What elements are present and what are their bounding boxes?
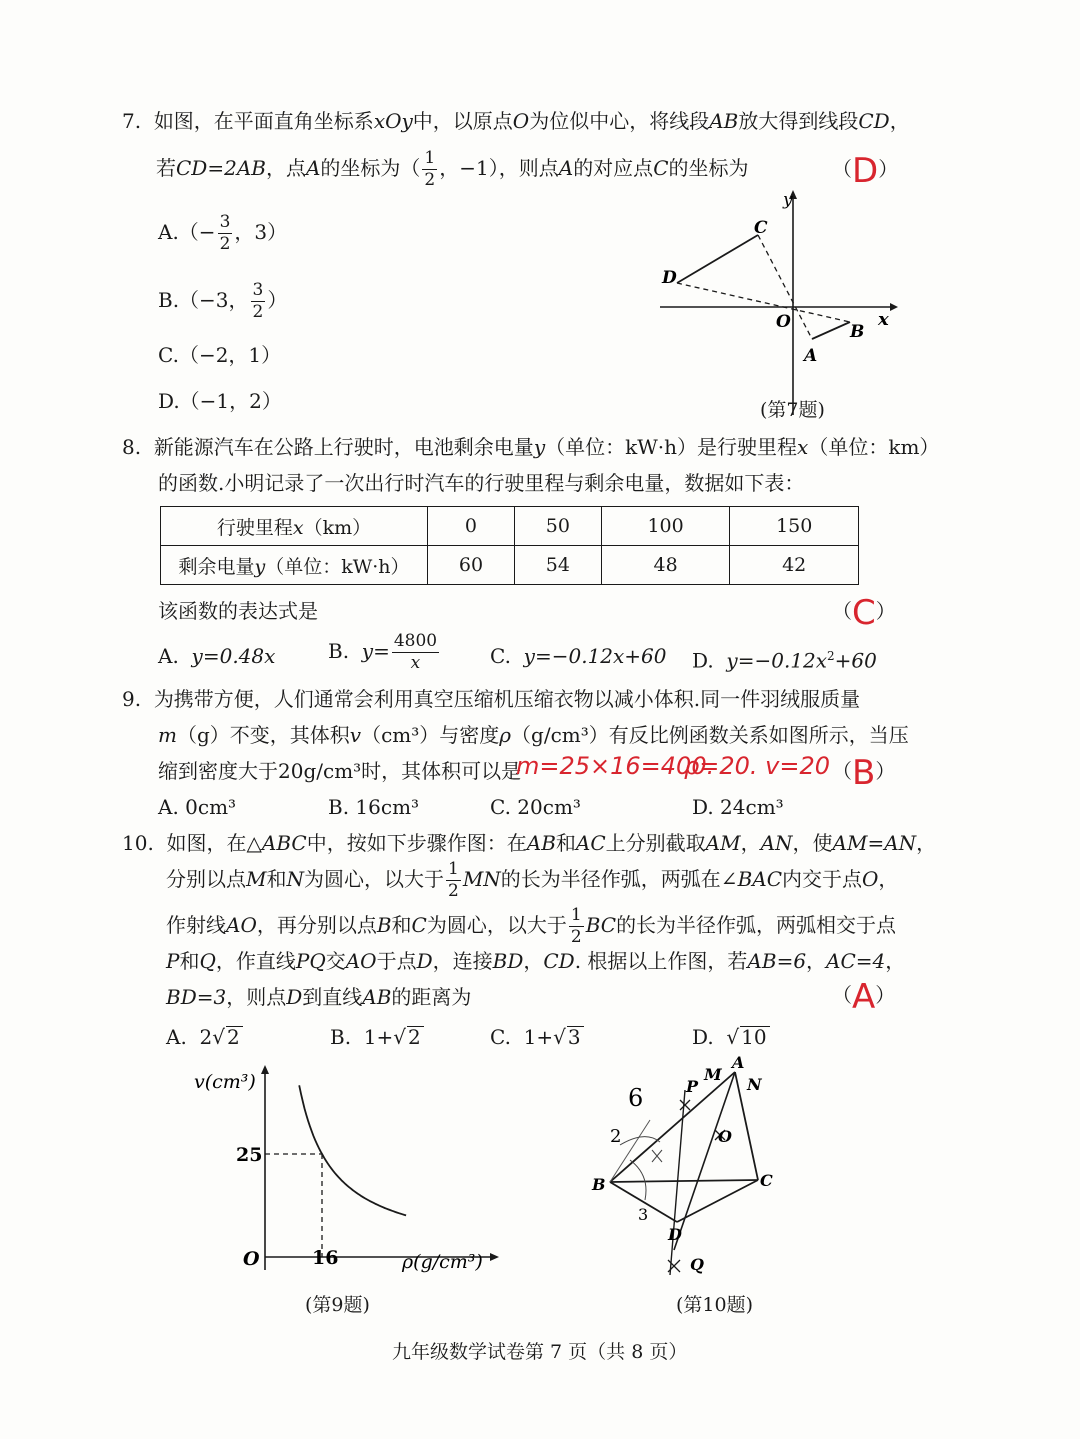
page-footer: 九年级数学试卷第 7 页（共 8 页） (392, 1341, 688, 1363)
table-row (161, 507, 859, 546)
q10-label-p: P (686, 1077, 699, 1096)
q10-label-q: Q (690, 1255, 704, 1274)
table-cell: 48 (601, 546, 730, 585)
q7-option-b: B.（−3， $\frac{3}{2}$ ） (158, 280, 288, 322)
table-cell: 60 (428, 546, 515, 585)
q9-option-b: B. 16cm³ (328, 795, 420, 819)
q7-x-arrow (890, 303, 898, 311)
q10-line1: 10. 如图，在△ABC中，按如下步骤作图：在AB和AC上分别截取AM，AN，使AM=AN， (122, 831, 937, 855)
q9-inverse-curve (299, 1085, 406, 1215)
q9-graph (190, 1060, 510, 1290)
q7-answer-paren: （D） (832, 151, 899, 191)
q9-x-arrow (490, 1253, 499, 1261)
q10-label-c: C (760, 1171, 773, 1190)
q10-figure (590, 1050, 800, 1290)
q7-label-d: D (662, 268, 677, 288)
q8-answer-paren: （C） (832, 593, 896, 633)
q7-label-x: x (878, 309, 889, 330)
q10-mark-p (680, 1100, 690, 1110)
q9-origin: O (243, 1248, 260, 1270)
q8-line2: 的函数.小明记录了一次出行时汽车的行驶里程与剩余电量，数据如下表： (158, 471, 805, 495)
q10-label-o: O (718, 1127, 732, 1146)
q10-option-d: D. √ 10 (692, 1024, 770, 1050)
q10-label-b: B (592, 1175, 606, 1194)
q7-segment-ab (812, 322, 850, 339)
table-cell: 150 (730, 507, 859, 546)
q9-handwritten-work: m=25×16=400. (516, 752, 715, 780)
q9-xtick: 16 (312, 1247, 339, 1269)
q10-option-a: A. 2√ 2 (166, 1024, 243, 1050)
q7-line1: 7. 如图，在平面直角坐标系xOy中，以原点O为位似中心，将线段AB放大得到线段CD， (122, 109, 910, 133)
q10-answer-paren: （A） (832, 977, 896, 1017)
q10-option-b: B. 1+√ 2 (330, 1024, 424, 1050)
q8-option-c: C. y=−0.12x+60 (490, 644, 667, 668)
q7-caption: (第7题) (760, 399, 825, 421)
q8-stem: 该函数的表达式是 (158, 599, 318, 623)
table-row (161, 546, 859, 585)
q7-label-b: B (850, 322, 865, 342)
q7-option-d: D.（−1，2） (158, 389, 282, 413)
q10-handwritten-answer: A (852, 977, 876, 1017)
q10-label-m: M (704, 1065, 722, 1084)
q9-option-d: D. 24cm³ (692, 795, 784, 819)
q7-handwritten-answer: D (852, 151, 879, 191)
q8-option-d: D. $y=-0.12x^2+60$ (692, 648, 877, 673)
q9-line1: 9. 为携带方便，人们通常会利用真空压缩机压缩衣物以减小体积.同一件羽绒服质量 (122, 687, 861, 711)
q10-side-bc (610, 1180, 758, 1182)
q10-label-a: A (732, 1053, 745, 1072)
q10-label-n: N (747, 1075, 762, 1094)
q9-option-c: C. 20cm³ (490, 795, 581, 819)
q10-line3: 作射线AO，再分别以点B和C为圆心，以大于 $\frac{1}{2}$ BC的长为半径作弧，两弧相交于点 (166, 905, 897, 947)
q9-ytick: 25 (236, 1144, 263, 1166)
q8-handwritten-answer: C (852, 593, 876, 633)
q10-handwritten-2: 2 (610, 1126, 622, 1147)
q9-handwritten-work-2: ρ=20. v=20 (684, 752, 830, 780)
q7-option-a: A.（− $\frac{3}{2}$ ，3） (158, 212, 288, 254)
q10-label-d: D (668, 1225, 682, 1244)
q7-label-a: A (804, 346, 818, 366)
q10-handwritten-3: 3 (638, 1205, 649, 1224)
table-cell: 0 (428, 507, 515, 546)
q10-line4: P和Q，作直线PQ交AO于点D，连接BD，CD. 根据以上作图，若AB=6，AC=4， (166, 949, 906, 973)
q10-cd (677, 1180, 758, 1222)
q10-mark-q (668, 1260, 680, 1272)
q7-label-o: O (776, 312, 791, 332)
q7-line2: 若CD=2AB，点A的坐标为（ $\frac{1}{2}$ ，−1），则点A的对应点C的坐标为 (156, 148, 749, 190)
q8-row1-header: 行驶里程x（km） (161, 507, 428, 546)
q9-answer-paren: （B） (832, 753, 896, 793)
q10-tick-mark (652, 1150, 662, 1162)
q7-option-c: C.（−2，1） (158, 343, 282, 367)
q9-option-a: A. 0cm³ (158, 795, 237, 819)
q9-handwritten-answer: B (852, 753, 876, 793)
q10-option-c: C. 1+√ 3 (490, 1024, 584, 1050)
q10-handwritten-6: 6 (628, 1084, 644, 1112)
q9-line3: 缩到密度大于20g/cm³时，其体积可以是 (158, 759, 522, 783)
q7-fraction: $\frac{1}{2}$ (424, 148, 436, 190)
q7-label-c: C (754, 218, 768, 238)
q7-label-y: y (783, 190, 793, 210)
table-cell: 54 (514, 546, 601, 585)
q8-option-b: B. y= $\frac{4800}{x}$ (328, 631, 438, 673)
q8-option-a: A. y=0.48x (158, 644, 276, 668)
q9-y-arrow (261, 1065, 269, 1074)
table-cell: 50 (514, 507, 601, 546)
q7-figure (650, 185, 900, 425)
q7-segment-cd (677, 235, 758, 283)
q8-line1: 8. 新能源汽车在公路上行驶时，电池剩余电量y（单位：kW·h）是行驶里程x（单位：km） (122, 435, 940, 459)
table-cell: 100 (601, 507, 730, 546)
q10-caption: (第10题) (676, 1294, 754, 1316)
q9-line2: m（g）不变，其体积v（cm³）与密度ρ（g/cm³）有反比例函数关系如图所示，当压 (158, 723, 909, 747)
q8-data-table (160, 506, 859, 585)
q9-caption: (第9题) (305, 1294, 370, 1316)
table-cell: 42 (730, 546, 859, 585)
q10-line5: BD=3，则点D到直线AB的距离为 (166, 985, 472, 1009)
q10-arc-2 (630, 1160, 646, 1200)
q10-line2: 分别以点M和N为圆心，以大于 $\frac{1}{2}$ MN的长为半径作弧，两弧在∠BAC内交于点O， (166, 859, 899, 901)
q7-dashed-db (677, 283, 850, 322)
q9-xlabel: ρ(g/cm³) (402, 1251, 483, 1273)
q9-ylabel: v(cm³) (194, 1071, 256, 1093)
q10-line-pq (670, 1090, 685, 1275)
q8-row2-header: 剩余电量y（单位：kW·h） (161, 546, 428, 585)
